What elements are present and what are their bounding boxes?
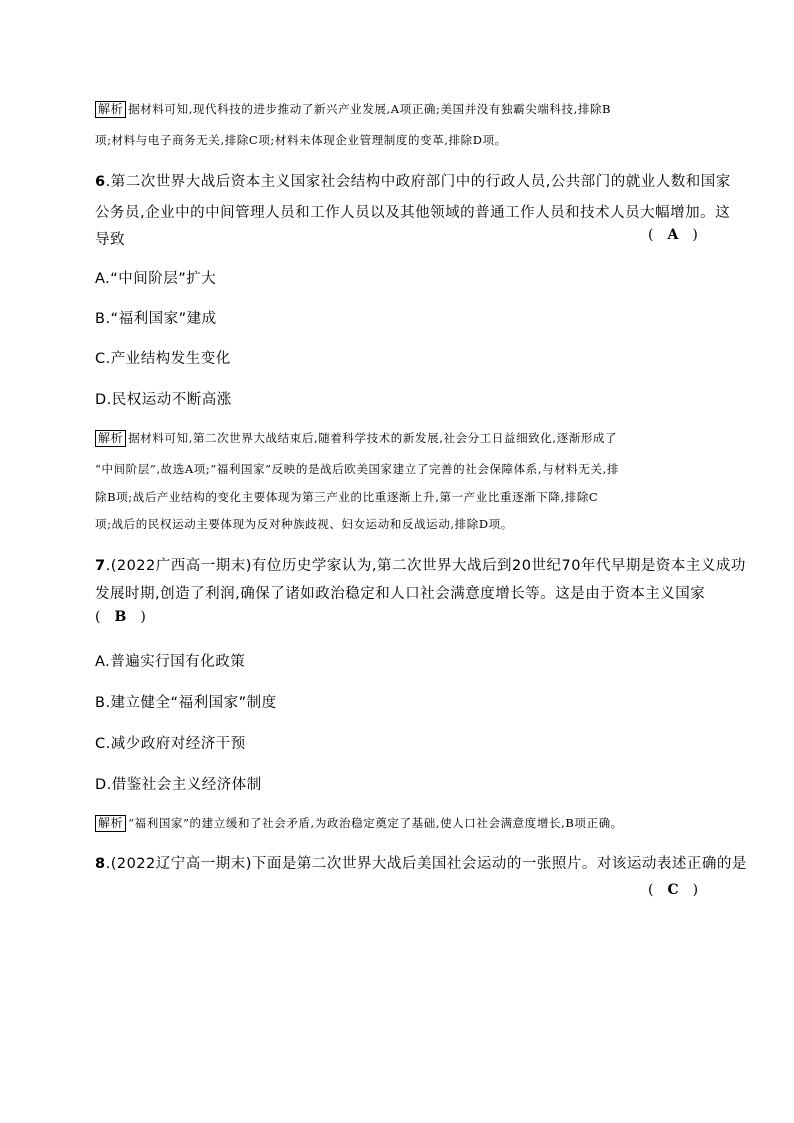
q6-explanation-line-3: 除B项;战后产业结构的变化主要体现为第三产业的比重逐渐上升,第一产业比重逐渐下降,排除C xyxy=(95,490,599,504)
answer-letter: C xyxy=(667,882,679,898)
q7-stem-line-2: 发展时期,创造了利润,确保了诸如政治稳定和人口社会满意度增长等。这是由于资本主义国家 xyxy=(95,586,706,602)
explanation-text: 据材料可知,现代科技的进步推动了新兴产业发展,A项正确;美国并没有独霸尖端科技,排除B xyxy=(128,102,612,116)
q7-explanation-line-1: 解析 “福利国家”的建立缓和了社会矛盾,为政治稳定奠定了基础,使人口社会满意度增长,B项正确。 xyxy=(95,815,623,832)
q8-stem-line-1: 8.(2022辽宁高一期末)下面是第二次世界大战后美国社会运动的一张照片。对该运动表述正确的是 xyxy=(95,856,747,872)
q7-option-c: C.减少政府对经济干预 xyxy=(95,736,246,752)
q5-explanation-line-2: 项;材料与电子商务无关,排除C项;材料未体现企业管理制度的变革,排除D项。 xyxy=(95,133,507,147)
q6-option-c: C.产业结构发生变化 xyxy=(95,351,231,367)
q6-explanation-line-1: 解析 据材料可知,第二次世界大战结束后,随着科学技术的新发展,社会分工日益细致化,逐渐形成了 xyxy=(95,430,617,447)
q7-option-d: D.借鉴社会主义经济体制 xyxy=(95,777,262,793)
q7-option-a: A.普遍实行国有化政策 xyxy=(95,654,246,670)
q6-option-a: A.“中间阶层”扩大 xyxy=(95,271,217,287)
q7-stem-line-1: 7.(2022广西高一期末)有位历史学家认为,第二次世界大战后到20世纪70年代早期是资本主义成功 xyxy=(95,558,746,574)
q6-stem-line-3: 导致 xyxy=(95,232,125,248)
q6-stem-line-2: 公务员,企业中的中间管理人员和工作人员以及其他领域的普通工作人员和技术人员大幅增加。这 xyxy=(95,205,731,221)
q5-explanation-line-1 xyxy=(95,101,611,118)
question-number: 6 xyxy=(95,174,106,190)
answer-letter: A xyxy=(667,227,679,243)
question-number: 8 xyxy=(95,856,106,872)
q6-option-b: B.“福利国家”建成 xyxy=(95,311,217,327)
explanation-tag: 解析 xyxy=(95,815,126,832)
explanation-tag: 解析 xyxy=(95,101,126,118)
q6-answer: ( A ) xyxy=(648,227,698,243)
q8-answer: ( C ) xyxy=(648,882,699,898)
answer-letter: B xyxy=(114,609,127,625)
explanation-tag: 解析 xyxy=(95,430,126,447)
q6-explanation-line-4: 项;战后的民权运动主要体现为反对种族歧视、妇女运动和反战运动,排除D项。 xyxy=(95,517,513,531)
q6-stem-line-1: 6.第二次世界大战后资本主义国家社会结构中政府部门中的行政人员,公共部门的就业人数和国家 xyxy=(95,174,731,190)
q7-answer: ( B ) xyxy=(95,609,146,625)
q6-explanation-line-2: “中间阶层”,故选A项;“福利国家”反映的是战后欧美国家建立了完善的社会保障体系,与材料无关,排 xyxy=(95,462,619,476)
question-number: 7 xyxy=(95,558,106,574)
q7-option-b: B.建立健全“福利国家”制度 xyxy=(95,695,277,711)
q6-option-d: D.民权运动不断高涨 xyxy=(95,392,232,408)
